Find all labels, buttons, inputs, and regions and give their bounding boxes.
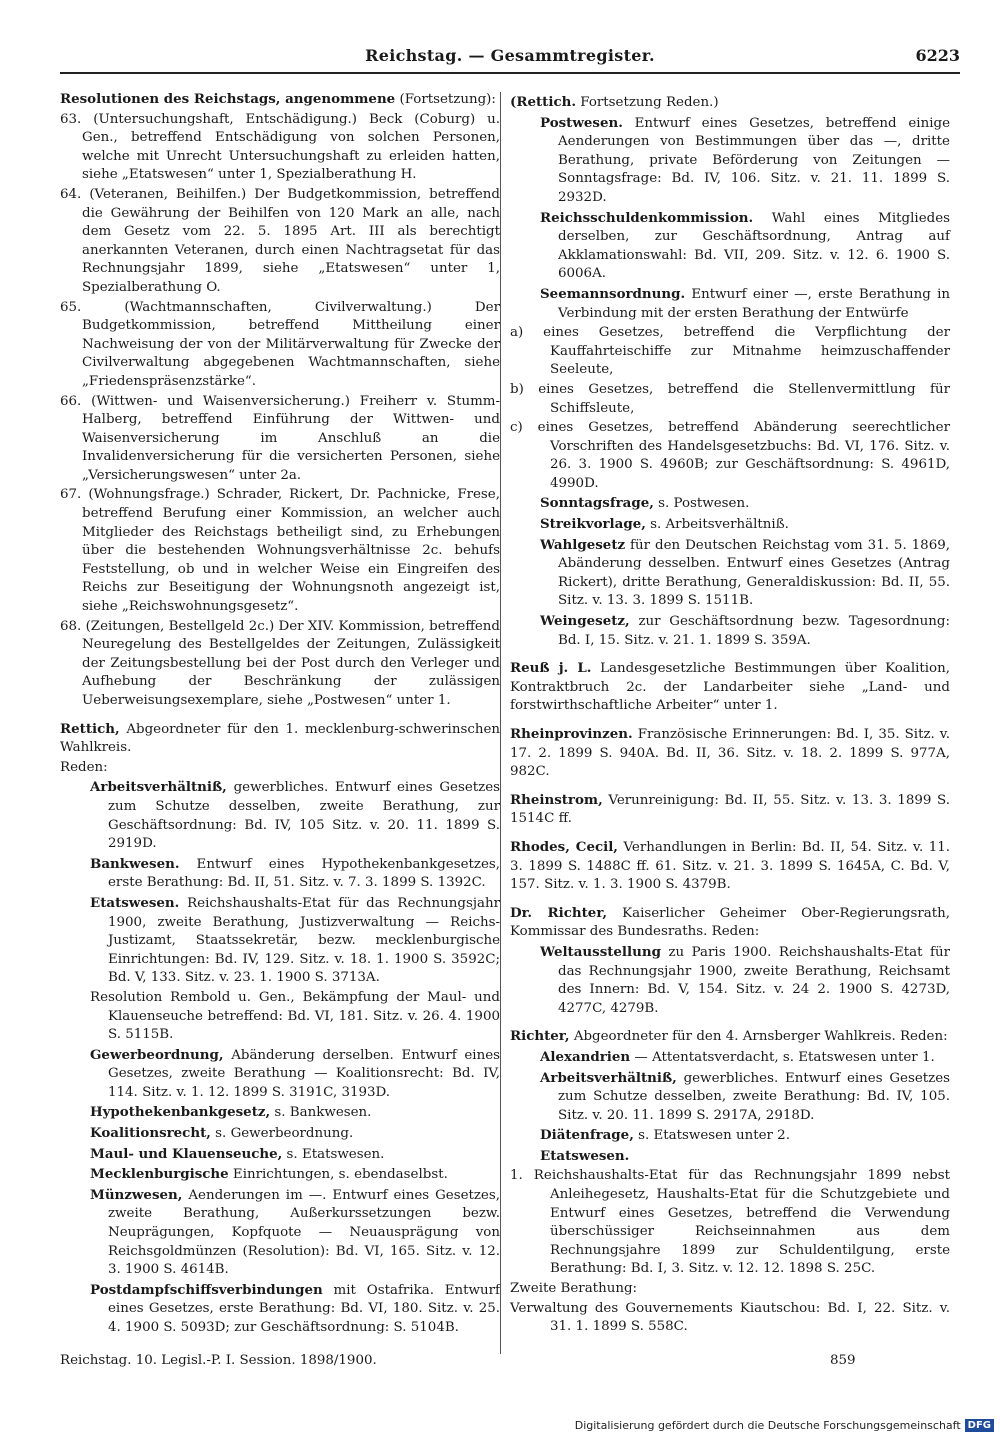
entry-keyword: Etatswesen. [540, 1147, 630, 1164]
column-divider [500, 92, 501, 1354]
entry-keyword: Reichsschuldenkommission. [540, 209, 754, 226]
index-entry [60, 1186, 500, 1280]
running-header [60, 46, 960, 74]
index-entry [60, 778, 500, 853]
entry-keyword: Sonntagsfrage, [540, 495, 654, 512]
entry-keyword: Wahlgesetz [540, 536, 626, 553]
header-page-number: 6223 [915, 46, 960, 65]
footer-volume-note: Reichstag. 10. Legisl.-P. I. Session. 1898/1900. [60, 1353, 377, 1368]
entry-text: Entwurf einer —, erste Berathung in Verbindung mit der ersten Berathung der Entwürfe [558, 286, 950, 321]
index-entry [60, 90, 500, 110]
entry-text: Entwurf eines Gesetzes, betreffend einige Aenderungen von Bestimmungen über das —, dritte Berathung, private Beförderung von Zeitungen — Sonntagsfrage: Bd. IV, 106. Sitz. v. 21. 11. 1899 S. 2932D. [558, 115, 950, 205]
entry-text: Einrichtungen, s. ebendaselbst. [228, 1167, 448, 1183]
index-entry [60, 1124, 500, 1144]
index-entry [510, 1048, 950, 1068]
index-entry [60, 720, 500, 758]
index-entry [510, 114, 950, 208]
index-entry [60, 486, 500, 616]
entry-keyword: Alexandrien [540, 1048, 631, 1065]
entry-keyword: Rheinprovinzen. [510, 726, 633, 742]
index-entry [60, 1103, 500, 1123]
entry-keyword: (Rettich. [510, 94, 576, 110]
index-entry [510, 285, 950, 323]
index-entry [60, 1145, 500, 1165]
index-entry [510, 419, 950, 493]
entry-keyword: Rettich, [60, 720, 120, 737]
index-entry [510, 381, 950, 418]
index-entry [510, 791, 950, 829]
entry-text: a) eines Gesetzes, betreffend die Verpflichtung der Kauffahrteischiffe zur Mitnahme heimzuschaffender Seeleute, [510, 325, 950, 378]
entry-keyword: Rheinstrom, [510, 791, 603, 808]
right-column [510, 93, 950, 1338]
entry-text: Reichshaushalts-Etat für das Rechnungsjahr 1900, zweite Berathung, Justizverwaltung — Reichs-Justizamt, Staatssekretär, bezw. mecklenburgische Einrichtungen: Bd. IV, 129. Sitz. v. 18. 1. 1900 S. 3592C; Bd. V, 133. Sitz. v. 23. 1. 1900 S. 3713A. [108, 895, 500, 986]
index-entry [60, 111, 500, 185]
index-entry [510, 494, 950, 514]
entry-keyword: Hypothekenbankgesetz, [90, 1104, 271, 1121]
entry-text: 1. Reichshaushalts-Etat für das Rechnungsjahr 1899 nebst Anleihegesetz, Haushalts-Etat für die Schutzgebiete und Entwurf eines Gesetzes, betreffend die Verwendung überschüssiger Reichseinnahmen aus dem Rechnungsjahre 1899 zur Schuldentilgung, erste Berathung: Bd. I, 3. Sitz. v. 12. 12. 1898 S. 25C. [510, 1168, 950, 1277]
entry-keyword: Resolutionen des Reichstags, angenommene [60, 91, 396, 107]
index-entry [510, 725, 950, 782]
entry-text: b) eines Gesetzes, betreffend die Stellenvermittlung für Schiffsleute, [510, 381, 950, 416]
entry-text: Abgeordneter für den 4. Arnsberger Wahlkreis. Reden: [569, 1029, 948, 1045]
index-entry [510, 1126, 950, 1146]
entry-text: 68. (Zeitungen, Bestellgeld 2c.) Der XIV. Kommission, betreffend Neuregelung des Bestellgeldes der Zeitungen, Zulässigkeit der Zeitungsbestellung bei der Post durch den Verleger und Aufhebung der Beschränkung der zulässigen Ueberweisungsexemplare, siehe „Postwesen“ unter 1. [60, 618, 500, 708]
entry-text: s. Etatswesen. [282, 1146, 385, 1162]
entry-text: s. Bankwesen. [270, 1105, 372, 1121]
index-entry [60, 186, 500, 298]
entry-keyword: Dr. Richter, [510, 904, 608, 921]
entry-keyword: Gewerbeordnung, [90, 1046, 224, 1063]
entry-text: Resolution Rembold u. Gen., Bekämpfung der Maul- und Klauenseuche betreffend: Bd. VI, 181. Sitz. v. 26. 4. 1900 S. 5115B. [90, 989, 500, 1043]
entry-text: Kaiserlicher Geheimer Ober-Regierungsrath, Kommissar des Bundesraths. Reden: [510, 905, 951, 940]
index-entry [60, 618, 500, 711]
entry-keyword: Rhodes, Cecil, [510, 838, 618, 855]
entry-text: c) eines Gesetzes, betreffend Abänderung seerechtlicher Vorschriften des Handelsgesetzbuchs: Bd. VI, 176. Sitz. v. 26. 3. 1900 S. 4960B; zur Geschäftsordnung: S. 4961D, 4990D. [510, 420, 950, 491]
entry-text: zur Geschäftsordnung bezw. Tagesordnung: Bd. I, 15. Sitz. v. 21. 1. 1899 S. 359A. [558, 614, 950, 648]
entry-text: Abänderung derselben. Entwurf eines Gesetzes, zweite Berathung — Koalitionsrecht: Bd. IV, 114. Sitz. v. 1. 12. 1899 S. 3191C, 3193D. [108, 1047, 500, 1100]
entry-keyword: Reuß j. L. [510, 660, 592, 677]
entry-text: Verwaltung des Gouvernements Kiautschou: Bd. I, 22. Sitz. v. 31. 1. 1899 S. 558C. [510, 1300, 950, 1335]
footer-page-number: 859 [830, 1353, 856, 1368]
index-entry [510, 904, 950, 942]
index-entry [60, 855, 500, 893]
index-entry [510, 1167, 950, 1279]
index-entry [60, 393, 500, 486]
entry-text: — Attentatsverdacht, s. Etatswesen unter 1. [630, 1049, 935, 1065]
entry-text: zu Paris 1900. Reichshaushalts-Etat für das Rechnungsjahr 1900, zweite Berathung, Reichsamt des Innern: Bd. V, 154. Sitz. v. 24 2. 1900 S. 4273D, 4277C, 4279B. [558, 944, 950, 1016]
index-entry [510, 659, 950, 716]
entry-text: 64. (Veteranen, Beihilfen.) Der Budgetkommission, betreffend die Gewährung der Beihilfen von 120 Mark an alle, nach dem Gesetz vom 22. 5. 1895 Art. III als berechtigt anerkannten Veteranen, durch einen Nachtragsetat für das Rechnungsjahr 1899, siehe „Etatswesen“ unter 1, Spezialberathung O. [60, 186, 500, 295]
index-entry [510, 1027, 950, 1047]
entry-keyword: Arbeitsverhältniß, [90, 779, 227, 796]
entry-text: 66. (Wittwen- und Waisenversicherung.) Freiherr v. Stumm-Halberg, betreffend Einführung der Wittwen- und Waisenversicherung im Anschluß an die Invalidenversicherung für die versicherten Personen, siehe „Versicherungswesen“ unter 2a. [60, 393, 500, 483]
entry-text: Entwurf eines Hypothekenbankgesetzes, erste Berathung: Bd. II, 51. Sitz. v. 7. 3. 1899 S. 1392C. [108, 856, 500, 891]
entry-text: Fortsetzung Reden.) [576, 95, 719, 110]
index-entry [60, 894, 500, 988]
left-column [60, 90, 500, 1339]
entry-text: Französische Erinnerungen: Bd. I, 35. Sitz. v. 17. 2. 1899 S. 940A. Bd. II, 36. Sitz. v. 18. 2. 1899 S. 977A, 982C. [510, 727, 950, 780]
index-entry [510, 1300, 950, 1337]
index-entry [510, 838, 950, 895]
entry-text: Abgeordneter für den 1. mecklenburg-schwerinschen Wahlkreis. [60, 721, 500, 756]
entry-text: s. Postwesen. [653, 496, 750, 512]
entry-text: gewerbliches. Entwurf eines Gesetzes zum Schutze desselben, zweite Berathung: Bd. IV, 105. Sitz. v. 20. 11. 1899 S. 2917A, 2918D. [558, 1070, 950, 1123]
entry-keyword: Maul- und Klauenseuche, [90, 1145, 283, 1162]
entry-keyword: Streikvorlage, [540, 516, 646, 533]
entry-keyword: Weltausstellung [540, 943, 661, 960]
entry-text: gewerbliches. Entwurf eines Gesetzes zum Schutze desselben, zweite Berathung, zur Geschäftsordnung: Bd. IV, 105 Sitz. v. 20. 11. 1899 S. 2919D. [108, 780, 500, 852]
index-entry [60, 1046, 500, 1103]
entry-keyword: Etatswesen. [90, 894, 180, 911]
index-entry [60, 989, 500, 1045]
index-entry [60, 1165, 500, 1185]
entry-text: mit Ostafrika. Entwurf eines Gesetzes, erste Berathung: Bd. VI, 180. Sitz. v. 25. 4. 1900 S. 5093D; zur Geschäftsordnung: S. 5104B. [108, 1282, 500, 1335]
entry-text: Verhandlungen in Berlin: Bd. II, 54. Sitz. v. 11. 3. 1899 S. 1488C ff. 61. Sitz. v. 21. 3. 1899 S. 1645A, C. Bd. V, 157. Sitz. v. 1. 3. 1900 S. 4379B. [510, 839, 950, 893]
index-entry [510, 1069, 950, 1126]
entry-keyword: Seemannsordnung. [540, 285, 686, 302]
dfg-logo: DFG [965, 1419, 994, 1432]
entry-text: Zweite Berathung: [510, 1281, 638, 1297]
index-entry [510, 93, 950, 113]
index-entry [510, 1147, 950, 1167]
entry-text: 67. (Wohnungsfrage.) Schrader, Rickert, Dr. Pachnicke, Frese, betreffend Berufung einer Kommission, an welcher auch Mitglieder des Reichstags betheiligt sind, zu Erhebungen über die bestehenden Wohnungsverhältnisse 2c. behufs Feststellung, ob und in welcher Weise ein Eingreifen des Reichs zur Beseitigung der Wohnungsnoth angezeigt ist, siehe „Reichswohnungsgesetz“. [60, 487, 500, 615]
entry-text: Landesgesetzliche Bestimmungen über Koalition, Kontraktbruch 2c. der Landarbeiter siehe „Land- und forstwirthschaftliche Arbeiter“ unter 1. [510, 661, 951, 714]
entry-text: s. Arbeitsverhältniß. [645, 517, 789, 533]
dfg-credit [575, 1419, 994, 1432]
entry-text: Reden: [60, 759, 108, 775]
index-entry [60, 759, 500, 778]
index-entry [60, 299, 500, 392]
entry-text: s. Gewerbeordnung. [210, 1126, 354, 1142]
entry-keyword: Richter, [510, 1028, 570, 1045]
entry-keyword: Diätenfrage, [540, 1127, 634, 1144]
dfg-credit-text: Digitalisierung gefördert durch die Deutsche Forschungsgemeinschaft [574, 1419, 961, 1432]
index-entry [510, 324, 950, 380]
entry-keyword: Koalitionsrecht, [90, 1125, 211, 1142]
entry-text: Aenderungen im —. Entwurf eines Gesetzes, zweite Berathung, Außerkurssetzungen bezw. Neuprägungen, Kopfquote — Neuausprägung von Reichsgoldmünzen (Resolution): Bd. VI, 165. Sitz. v. 12. 3. 1900 S. 4614B. [108, 1187, 500, 1278]
entry-keyword: Mecklenburgische [90, 1166, 229, 1183]
index-entry [510, 612, 950, 650]
entry-keyword: Bankwesen. [90, 855, 180, 872]
entry-text: Wahl eines Mitgliedes derselben, zur Geschäftsordnung, Antrag auf Akklamationswahl: Bd. VII, 209. Sitz. v. 12. 6. 1900 S. 6006A. [558, 210, 950, 282]
entry-text: 65. (Wachtmannschaften, Civilverwaltung.) Der Budgetkommission, betreffend Mittheilung einer Nachweisung der von der Militärverwaltung für Zwecke der Civilverwaltung abgegebenen Wachtmannschaften, siehe „Friedenspräsenzstärke“. [60, 299, 500, 389]
entry-keyword: Arbeitsverhältniß, [540, 1069, 677, 1086]
entry-text: s. Etatswesen unter 2. [633, 1128, 790, 1144]
index-entry [60, 1281, 500, 1338]
header-title: Reichstag. — Gesammtregister. [365, 46, 655, 65]
entry-keyword: Münzwesen, [90, 1186, 183, 1203]
index-entry [510, 536, 950, 611]
entry-keyword: Postwesen. [540, 114, 623, 131]
entry-text: 63. (Untersuchungshaft, Entschädigung.) Beck (Coburg) u. Gen., betreffend Entschädigung von solchen Personen, welche mit Unrecht Untersuchungshaft zu erleiden hatten, siehe „Etatswesen“ unter 1, Spezialberathung H. [60, 111, 500, 183]
index-entry [510, 1280, 950, 1299]
entry-text: Verunreinigung: Bd. II, 55. Sitz. v. 13. 3. 1899 S. 1514C ff. [510, 792, 950, 827]
index-entry [510, 943, 950, 1018]
entry-keyword: Weingesetz, [540, 613, 630, 630]
index-entry [510, 209, 950, 284]
entry-text: (Fortsetzung): [395, 92, 496, 107]
index-entry [510, 515, 950, 535]
entry-keyword: Postdampfschiffsverbindungen [90, 1281, 323, 1298]
entry-text: für den Deutschen Reichstag vom 31. 5. 1869, Abänderung desselben. Entwurf eines Gesetzes (Antrag Rickert), dritte Berathung, Generaldiskussion: Bd. II, 55. Sitz. v. 13. 3. 1899 S. 1511B. [558, 537, 950, 609]
